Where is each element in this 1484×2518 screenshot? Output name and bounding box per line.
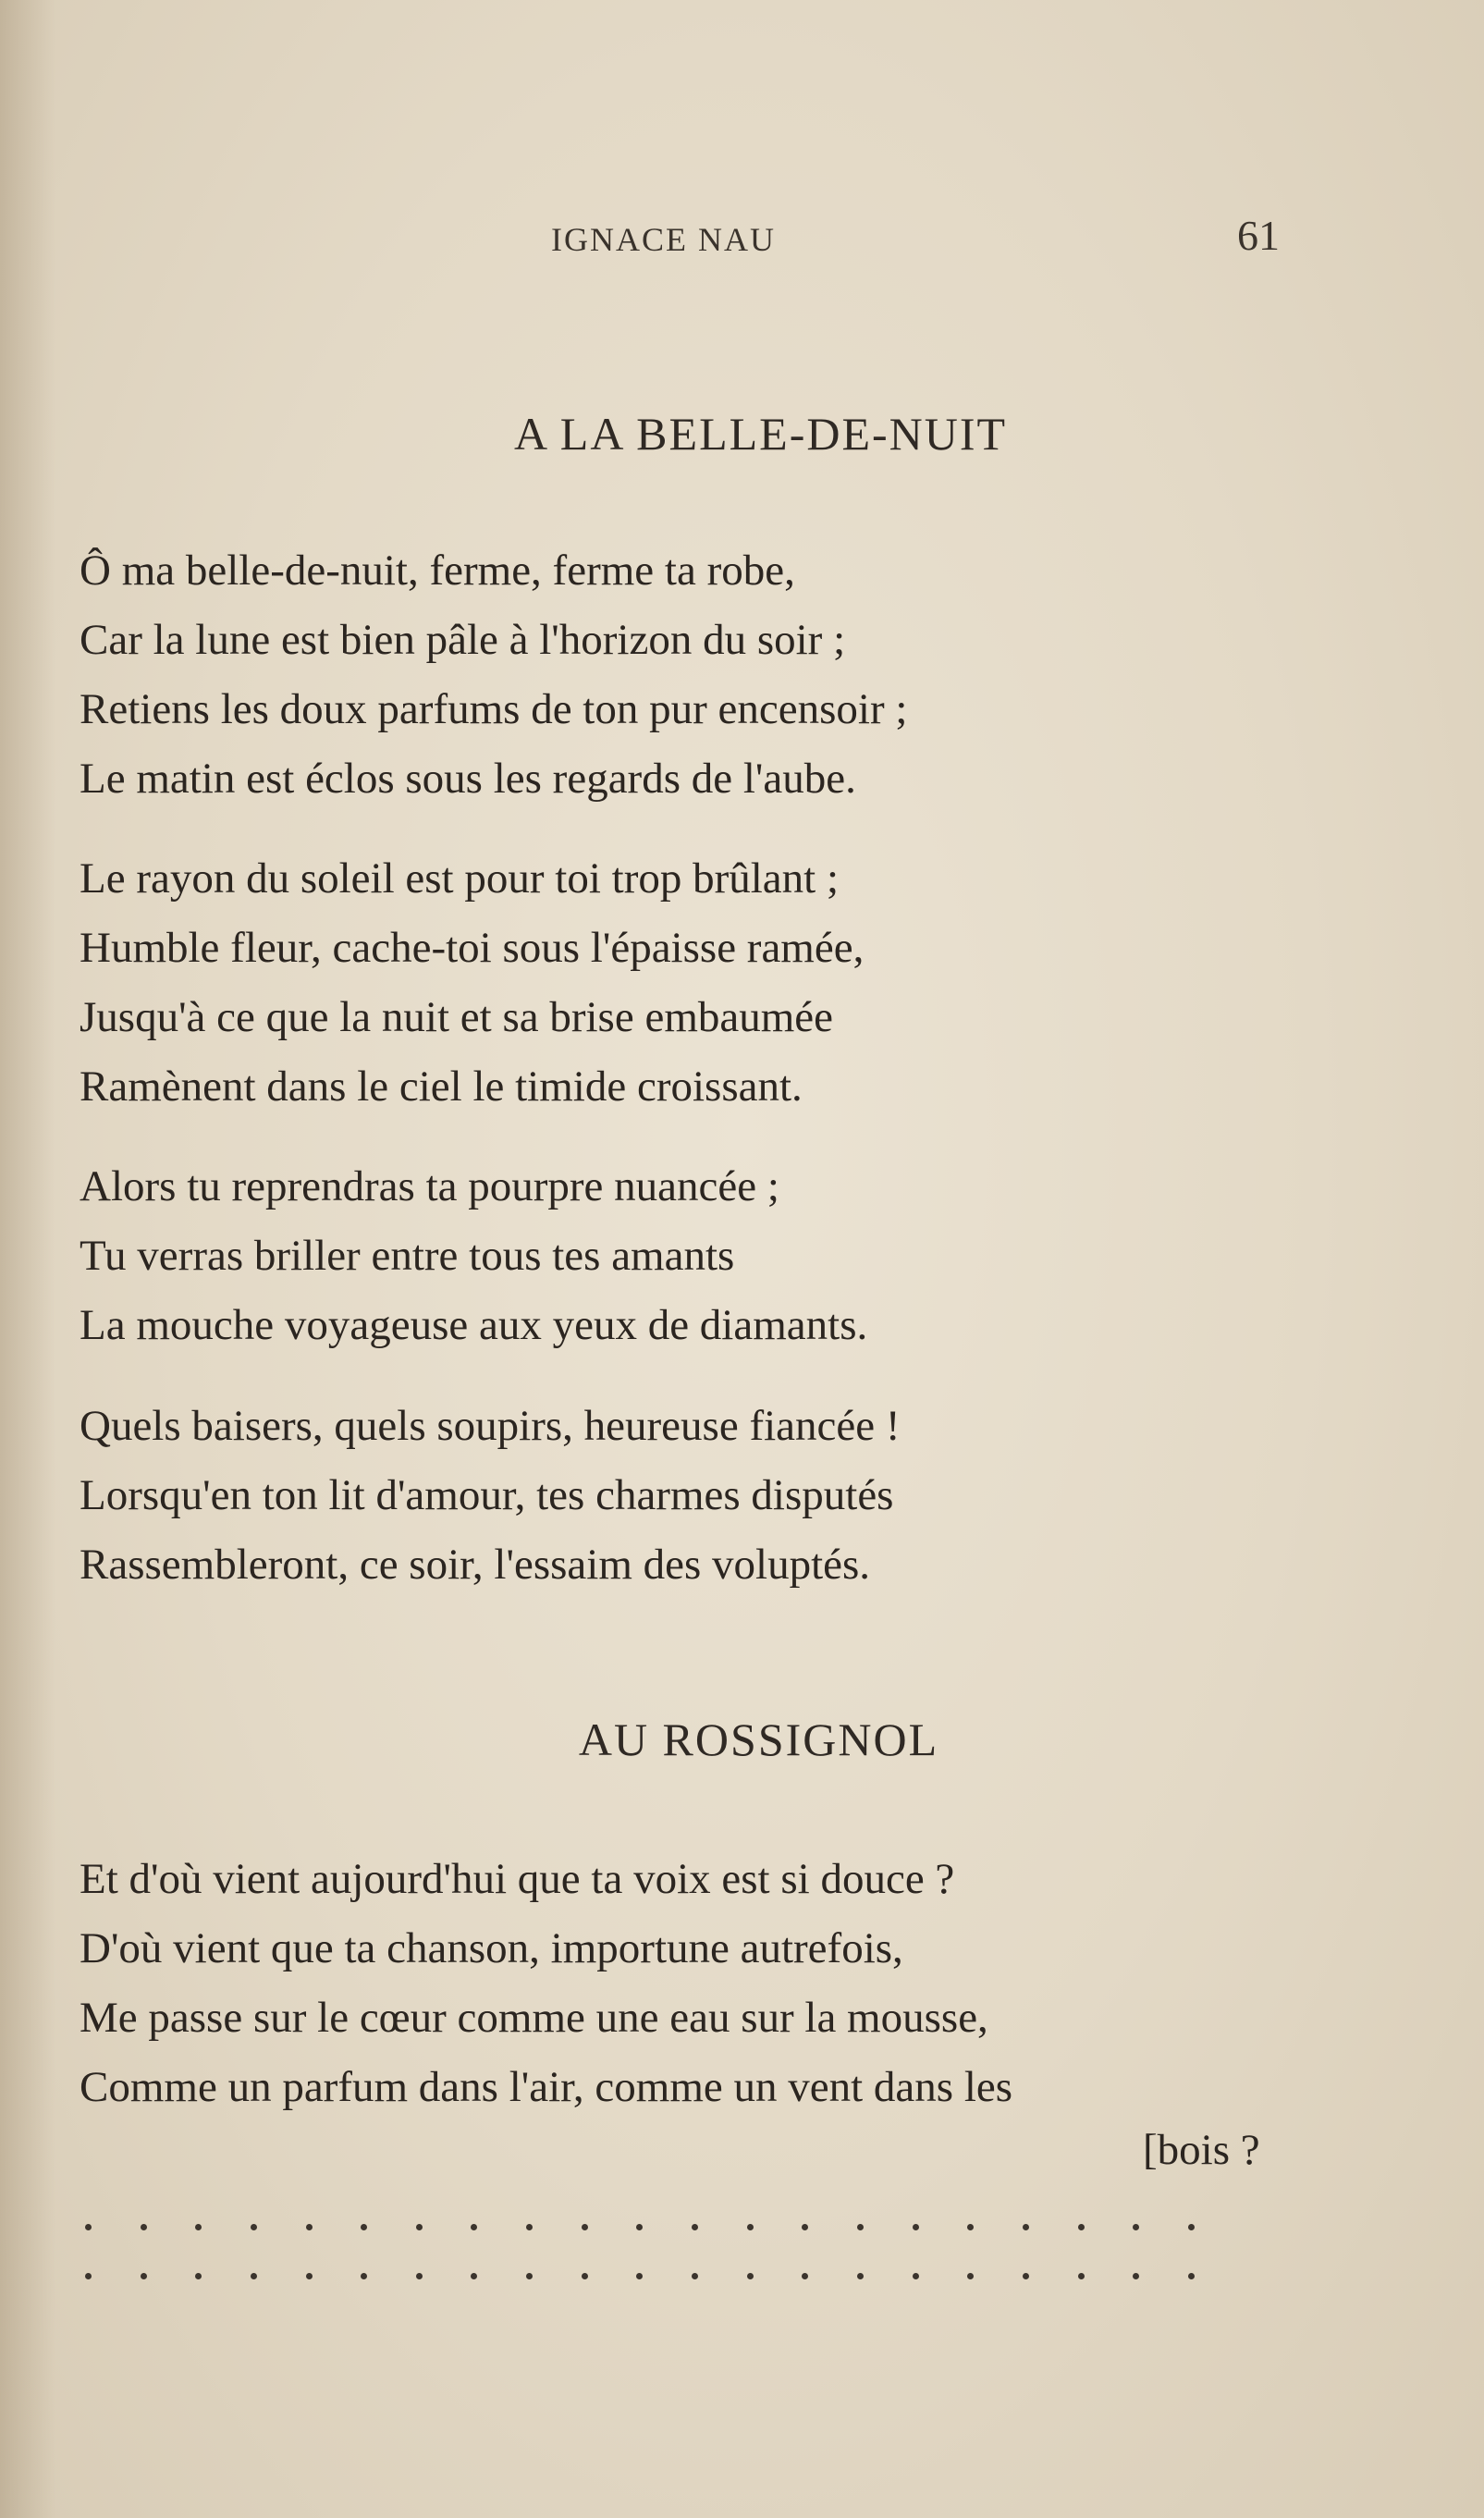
stanza bbox=[80, 1845, 1012, 2122]
verse-line: Quels baisers, quels soupirs, heureuse fiancée ! bbox=[80, 1402, 901, 1450]
verse-line: Retiens les doux parfums de ton pur encensoir ; bbox=[80, 685, 908, 733]
stanza bbox=[80, 844, 864, 1122]
verse-line: Rassembleront, ce soir, l'essaim des voluptés. bbox=[80, 1541, 871, 1589]
verse-line: Me passe sur le cœur comme une eau sur la mousse, bbox=[80, 1994, 988, 2042]
running-head: IGNACE NAU bbox=[551, 221, 776, 258]
verse-line: Le rayon du soleil est pour toi trop brûlant ; bbox=[80, 854, 840, 903]
page-number: 61 bbox=[1237, 212, 1280, 259]
ellipsis-dot-row bbox=[85, 2224, 1195, 2230]
verse-line: Car la lune est bien pâle à l'horizon du soir ; bbox=[80, 616, 846, 664]
verse-line: Humble fleur, cache-toi sous l'épaisse ramée, bbox=[80, 924, 865, 972]
verse-line: Alors tu reprendras ta pourpre nuancée ; bbox=[80, 1162, 779, 1210]
verse-line: Le matin est éclos sous les regards de l'aube. bbox=[80, 755, 856, 803]
verse-line: D'où vient que ta chanson, importune autrefois, bbox=[80, 1924, 903, 1972]
stanza bbox=[80, 1392, 901, 1600]
verse-overflow-word: [bois ? bbox=[1143, 2126, 1260, 2174]
verse-line: Ô ma belle-de-nuit, ferme, ferme ta robe, bbox=[80, 547, 795, 595]
verse-line: Jusqu'à ce que la nuit et sa brise embaumée bbox=[80, 993, 834, 1041]
verse-line: Ramènent dans le ciel le timide croissant. bbox=[80, 1062, 803, 1111]
verse-line: Tu verras briller entre tous tes amants bbox=[80, 1232, 735, 1280]
stanza bbox=[80, 1152, 867, 1360]
verse-line: Comme un parfum dans l'air, comme un vent dans les bbox=[80, 2063, 1013, 2111]
poem-title: AU ROSSIGNOL bbox=[578, 1713, 939, 1765]
verse-line: Et d'où vient aujourd'hui que ta voix est si douce ? bbox=[80, 1855, 955, 1903]
poem-title: A LA BELLE-DE-NUIT bbox=[513, 408, 1008, 460]
verse-line: Lorsqu'en ton lit d'amour, tes charmes disputés bbox=[80, 1471, 894, 1519]
ellipsis-dot-row bbox=[85, 2273, 1195, 2279]
stanza bbox=[80, 536, 907, 814]
verse-line: La mouche voyageuse aux yeux de diamants. bbox=[80, 1301, 868, 1349]
